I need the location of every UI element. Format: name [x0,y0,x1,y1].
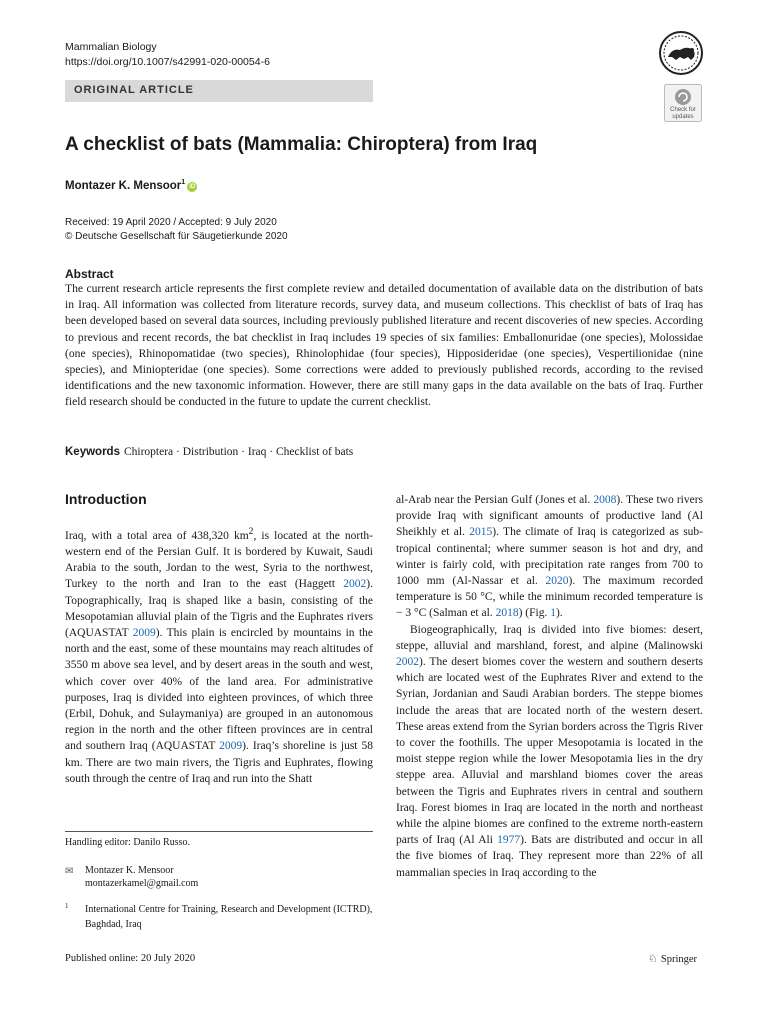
keywords-list: Chiroptera · Distribution · Iraq · Checklist of bats [123,446,354,458]
body-paragraph: Iraq, with a total area of 438,320 $km^2$, is located at the north-western end of the Persian Gulf. It is bordered by Kuwait, Saudi Arabia to the south, Jordan to the west, Syria to the northwest, Turkey to the north and Iran to the east (Haggett 2002). Topographically, Iraq is shaped like a basin, consisting of the Mesopotamian alluvial plain of the Tigris and the Euphrates rivers (AQUASTAT 2009). This plain is encircled by mountains in the north and the east, some of these mountains may reach altitudes of 3550 m above sea level, and by desert areas in the south and west, which cover over 40% of the land area. For administrative purposes, Iraq is divided into eighteen provinces, of which three (Erbil, Dohuk, and Sulaymaniya) are grouped in an autonomous region in the north and the other fifteen provinces are in central and southern Iraq (AQUASTAT 2009). Iraq’s shoreline is just 58 km. There are two main rivers, the Tigris and Euphrates, flowing south through the centre of Iraq and run into the Shatt [65,526,373,785]
springer-horse-icon: ♘ [648,953,658,965]
body-column-right [396,492,703,881]
author-affiliation-sup: 1 [181,179,186,186]
body-column-left [65,524,373,787]
journal-name: Mammalian Biology [65,41,157,53]
body-paragraph: al-Arab near the Persian Gulf (Jones et al. 2008). These two rivers provide Iraq with significant amounts of productive land (Al Sheikhly et al. 2015). The climate of Iraq is categorized as sub-tropical continental; where summer season is hot and dry, and winter is fairly cold, with precipitation rate ranges from 700 to 1000 mm (Al-Nassar et al. 2020). The maximum recorded temperature is 50 °C, while the minimum recorded temperature is − 3 °C (Salman et al. 2018) (Fig. 1). [396,494,703,620]
corresponding-author-email[interactable]: montazerkamel@gmail.com [85,878,199,889]
abstract-heading: Abstract [65,267,114,281]
abstract-text: The current research article represents the first complete review and detailed documentation of available data on the distribution of bats in Iraq. All information was collected from literature records, survey data, and museum collections. This checklist of bats of Iraq has been developed based on several data sources, including previously published literature and recent discoveries of new species. According to previous and recent records, the bat checklist in Iraq includes 19 species of six families: Emballonuridae (one species), Molossidae (one species), Rhinopomatidae (two species), Rhinolophidae (four species), Hipposideridae (one species), Vespertilionidae (nine species), and Miniopteridae (one species). Some corrections were added to previously published records, according to the revised identifications and the new taxonomic information. However, there are still many gaps in the data available on the bats of Iraq. Further field research should be conducted in the future to update the current checklist. [65,282,703,409]
affiliation-number: 1 [65,902,69,910]
keywords-label: Keywords [65,446,120,458]
author-line [65,179,197,192]
affiliation-text: International Centre for Training, Research and Development (ICTRD), Baghdad, Iraq [85,904,373,930]
footnote-divider [65,831,373,832]
body-paragraph: Biogeographically, Iraq is divided into five biomes: desert, steppe, alluvial and marshland, forest, and alpine (Malinowski 2002). The desert biomes cover the western and southern deserts which are located west of the Euphrates River and extend to the Syrian, Jordanian and Saudi Arabian borders. The steppe biomes include the areas that are located north of the western desert. These areas extend from the Syrian borders across the Tigris River to cover the foothills. The upper Mesopotamia is located in the moist steppe region while the lower Mesopotamia lies in the dry steppe area. Alluvial and marshland biomes cover the areas between the Tigris and Euphrates rivers in central and southern Iraq. Forest biomes in Iraq are located in the north and northeast while the alpine biomes are confined to the extreme north-eastern parts of Iraq (Al Ali 1977). Bats are distributed and occur in all the five biomes of Iraq. They represent more than 22% of all mammalian species in Iraq according to the [396,623,703,879]
article-type-label: ORIGINAL ARTICLE [74,84,194,96]
check-for-updates-label[interactable]: Check for updates [670,107,696,120]
article-dates: Received: 19 April 2020 / Accepted: 9 July 2020 [65,217,277,228]
journal-logo-icon [658,30,704,76]
article-title: A checklist of bats (Mammalia: Chiroptera) from Iraq [65,134,538,155]
author-name[interactable]: Montazer K. Mensoor [65,179,182,192]
doi-link[interactable]: https://doi.org/10.1007/s42991-020-00054-6 [65,56,270,68]
publisher-mark [648,952,697,965]
copyright-line: © Deutsche Gesellschaft für Säugetierkunde 2020 [65,231,288,242]
envelope-icon: ✉ [65,866,74,877]
corresponding-author-name: Montazer K. Mensoor [85,865,174,876]
publisher-name: Springer [660,954,698,965]
section-heading-introduction: Introduction [65,491,147,507]
handling-editor-note: Handling editor: Danilo Russo. [65,837,190,848]
orcid-icon[interactable]: iD [189,183,196,190]
published-online-date: Published online: 20 July 2020 [65,953,196,964]
keywords-line [65,445,353,460]
